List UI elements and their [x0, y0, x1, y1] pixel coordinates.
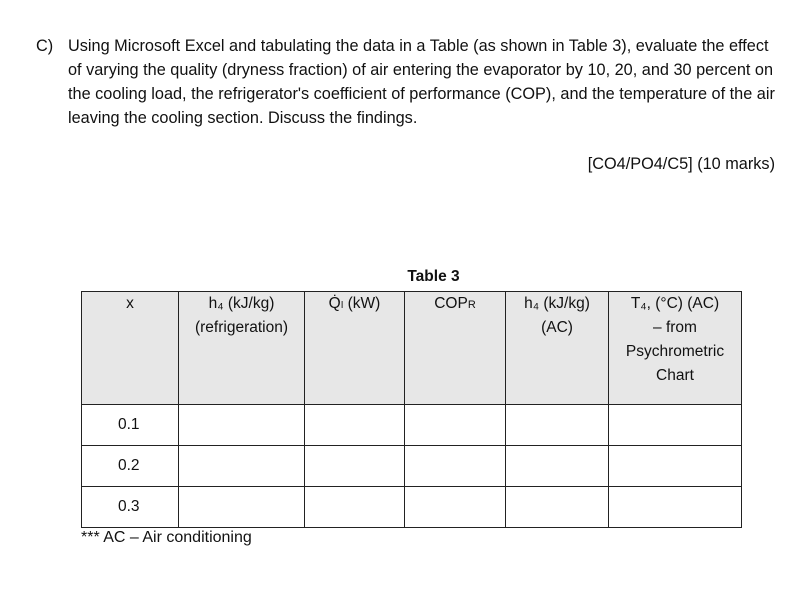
- cell-empty: [506, 446, 609, 487]
- question-text: Using Microsoft Excel and tabulating the data in a Table (as shown in Table 3), evaluate the effect of varying the quality (dryness fraction) of air entering the evaporator by 10, 20, and 30 percent on the cooling load, the refrigerator's coefficient of performance (COP), and the temperature of the air leaving the cooling section. Discuss the findings.: [68, 37, 775, 127]
- header-x: x: [82, 292, 179, 405]
- table-row: [82, 405, 742, 446]
- footnote: *** AC – Air conditioning: [81, 529, 252, 546]
- header-cooling-load: Q̇ₗ (kW): [305, 292, 405, 405]
- cell-empty: [305, 446, 405, 487]
- question-block: [36, 34, 781, 130]
- cell-empty: [609, 405, 742, 446]
- cell-empty: [305, 487, 405, 528]
- table-title: Table 3: [407, 268, 460, 285]
- cell-empty: [405, 405, 506, 446]
- cell-empty: [609, 487, 742, 528]
- cell-x: 0.3: [82, 487, 179, 528]
- cell-empty: [506, 487, 609, 528]
- cell-empty: [405, 446, 506, 487]
- header-h4-refrigeration: h₄ (kJ/kg) (refrigeration): [179, 292, 305, 405]
- table-row: [82, 446, 742, 487]
- cell-x: 0.2: [82, 446, 179, 487]
- table-header-row: [82, 292, 742, 405]
- cell-empty: [179, 487, 305, 528]
- header-h4-ac: h₄ (kJ/kg) (AC): [506, 292, 609, 405]
- question-label: C): [36, 37, 54, 55]
- cell-empty: [179, 405, 305, 446]
- cell-empty: [305, 405, 405, 446]
- cell-empty: [506, 405, 609, 446]
- cell-empty: [405, 487, 506, 528]
- marks-allocation: [CO4/PO4/C5] (10 marks): [587, 155, 775, 173]
- header-cop: COPR: [405, 292, 506, 405]
- cell-x: 0.1: [82, 405, 179, 446]
- data-table: [81, 291, 742, 528]
- header-t4: T₄, (°C) (AC) – from Psychrometric Chart: [609, 292, 742, 405]
- cell-empty: [609, 446, 742, 487]
- table-row: [82, 487, 742, 528]
- cell-empty: [179, 446, 305, 487]
